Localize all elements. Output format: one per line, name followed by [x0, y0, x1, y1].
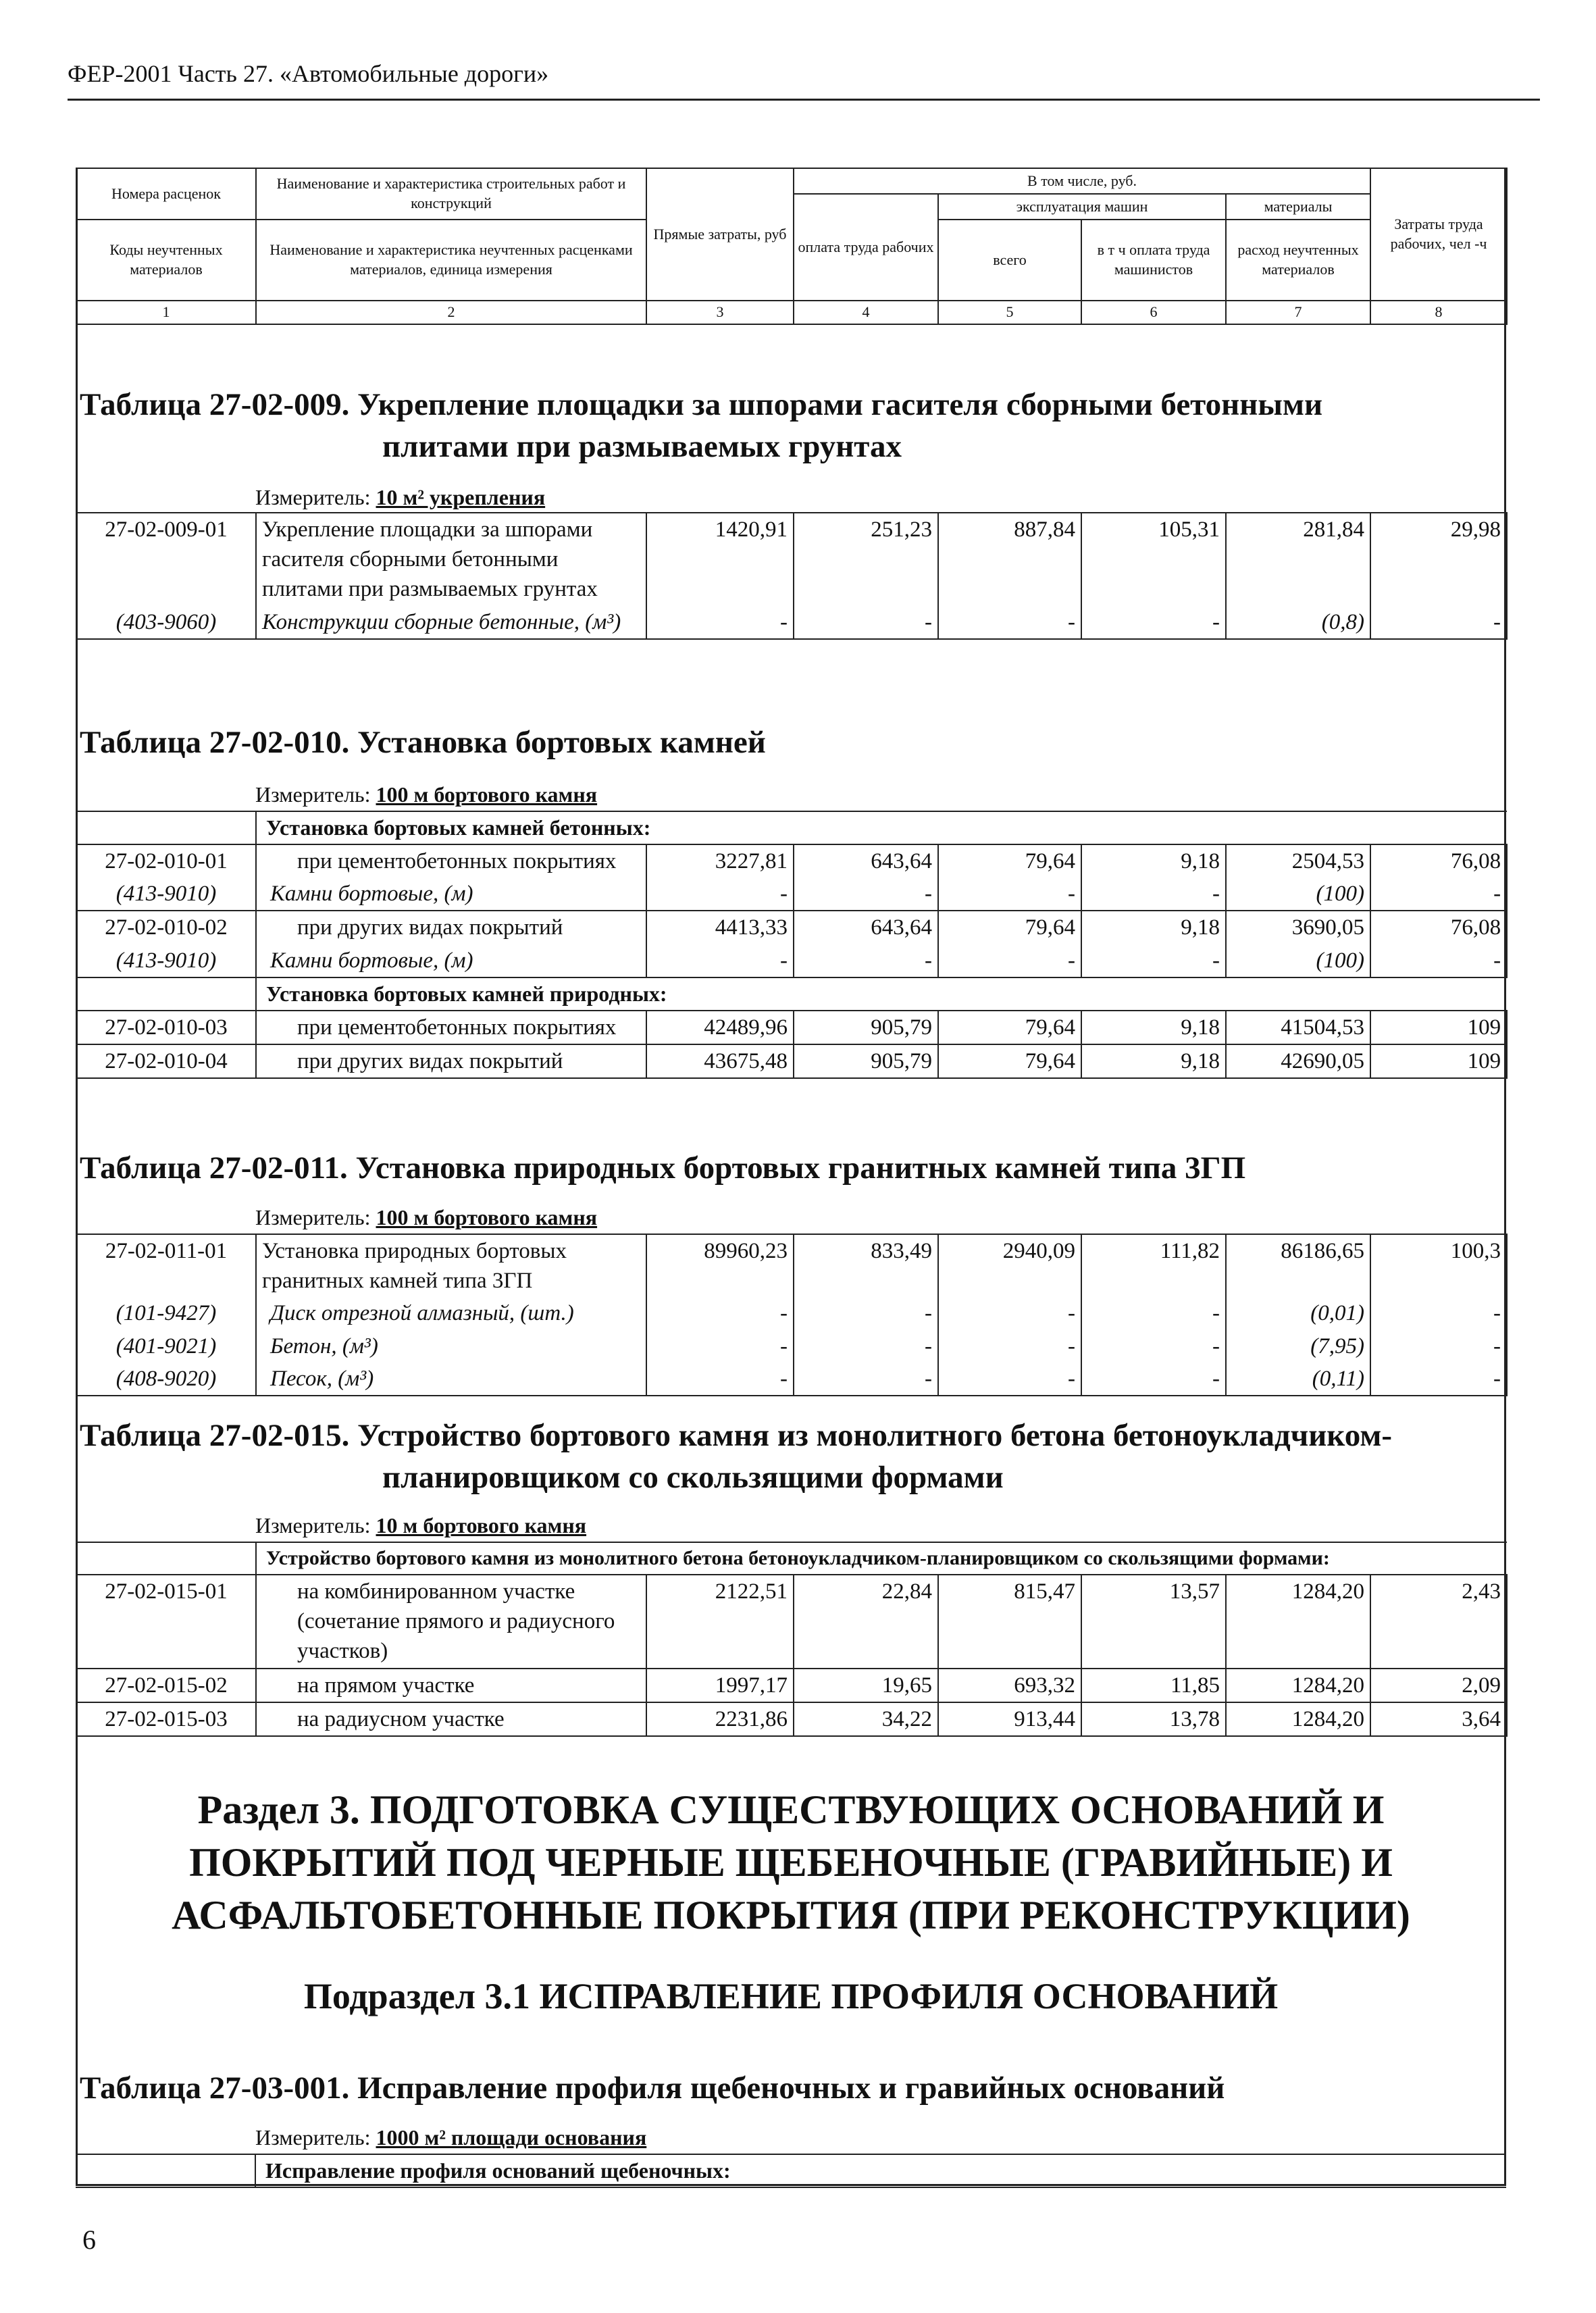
machinists-pay: - — [1081, 944, 1226, 977]
labor-hours: 3,64 — [1370, 1702, 1507, 1736]
labor-hours: - — [1370, 1297, 1507, 1329]
direct-cost: 2122,51 — [646, 1575, 794, 1669]
subheading: Исправление профиля оснований щебеночных: — [255, 2154, 1506, 2187]
direct-cost: 3227,81 — [646, 844, 794, 878]
direct-cost: - — [646, 944, 794, 977]
machines-total: - — [938, 1363, 1081, 1396]
table-row — [76, 1575, 1507, 1669]
rate-name: при других видах покрытий — [256, 1044, 646, 1078]
rate-name: Установка природных бортовых гранитных камней типа 3ГП — [256, 1234, 646, 1297]
measure-label: Измеритель: — [255, 782, 376, 807]
material-name: Конструкции сборные бетонные, (м³) — [256, 606, 646, 639]
col1-header-top: Номера расценок — [76, 168, 256, 220]
labor-pay: 643,64 — [794, 911, 938, 944]
subheading-row — [76, 2154, 1506, 2187]
table-row — [76, 1702, 1507, 1736]
material-name: Бетон, (м³) — [256, 1330, 646, 1363]
measure-value: 10 м бортового камня — [376, 1513, 587, 1537]
labor-hours: - — [1370, 878, 1507, 911]
machines-total: 815,47 — [938, 1575, 1081, 1669]
rate-code: 27-02-009-01 — [76, 513, 256, 606]
materials-cost: 3690,05 — [1226, 911, 1370, 944]
labor-pay: - — [794, 1330, 938, 1363]
rate-name: на комбинированном участке (сочетание прямого и радиусного участков) — [256, 1575, 646, 1669]
rate-code: 27-02-015-01 — [76, 1575, 256, 1669]
measure-value: 100 м бортового камня — [376, 1205, 598, 1229]
measure-label: Измеритель: — [255, 485, 376, 509]
rate-code: 27-02-015-03 — [76, 1702, 256, 1736]
table-title — [80, 1415, 1392, 1498]
materials-cost: 281,84 — [1226, 513, 1370, 606]
header-rule — [68, 99, 1540, 101]
machines-total: 79,64 — [938, 844, 1081, 878]
direct-cost: - — [646, 878, 794, 911]
running-header: ФЕР-2001 Часть 27. «Автомобильные дороги» — [68, 60, 549, 87]
machines-total: 913,44 — [938, 1702, 1081, 1736]
col6-header: в т ч оплата труда машинистов — [1081, 220, 1226, 301]
resource-row — [76, 1330, 1507, 1363]
materials-cost: 1284,20 — [1226, 1669, 1370, 1702]
machines-total: 693,32 — [938, 1669, 1081, 1702]
machinists-pay: 105,31 — [1081, 513, 1226, 606]
section-title-line: Раздел 3. ПОДГОТОВКА СУЩЕСТВУЮЩИХ ОСНОВАНИЙ И — [197, 1787, 1385, 1832]
labor-hours: 2,09 — [1370, 1669, 1507, 1702]
resource-row — [76, 1363, 1507, 1396]
direct-cost: 2231,86 — [646, 1702, 794, 1736]
section-title-line: ПОКРЫТИЙ ПОД ЧЕРНЫЕ ЩЕБЕНОЧНЫЕ (ГРАВИЙНЫЕ) И — [189, 1840, 1393, 1885]
labor-pay: 643,64 — [794, 844, 938, 878]
machinists-pay: 13,57 — [1081, 1575, 1226, 1669]
rate-name: при других видах покрытий — [256, 911, 646, 944]
labor-pay: 22,84 — [794, 1575, 938, 1669]
materials-header: материалы — [1226, 194, 1370, 220]
direct-cost: - — [646, 606, 794, 639]
section-title — [76, 1783, 1506, 1941]
machines-total: 79,64 — [938, 1044, 1081, 1078]
machinists-pay: 9,18 — [1081, 1044, 1226, 1078]
col-number: 1 — [76, 301, 256, 324]
page-number: 6 — [82, 2225, 96, 2255]
table-title-line: Таблица 27-02-009. Укрепление площадки за шпорами гасителя сборными бетонными — [80, 387, 1323, 422]
material-consumption: (100) — [1226, 878, 1370, 911]
table-row — [76, 911, 1507, 944]
col-number: 4 — [794, 301, 938, 324]
col7-header: расход неучтенных материалов — [1226, 220, 1370, 301]
table-27-02-010 — [76, 811, 1508, 1079]
measure-line — [255, 782, 597, 807]
col5-header: всего — [938, 220, 1081, 301]
labor-pay: 251,23 — [794, 513, 938, 606]
labor-hours: 109 — [1370, 1044, 1507, 1078]
material-name: Диск отрезной алмазный, (шт.) — [256, 1297, 646, 1329]
table-title — [80, 384, 1322, 467]
rate-name: на прямом участке — [256, 1669, 646, 1702]
table-27-02-009 — [76, 512, 1508, 640]
direct-cost: - — [646, 1297, 794, 1329]
material-code: (408-9020) — [76, 1363, 256, 1396]
labor-pay: - — [794, 878, 938, 911]
table-row — [76, 1234, 1507, 1297]
measure-line — [255, 1513, 586, 1538]
table-title-line: планировщиком со скользящими формами — [382, 1460, 1004, 1496]
subheading-row — [76, 977, 1507, 1011]
materials-cost: 1284,20 — [1226, 1575, 1370, 1669]
rate-code: 27-02-010-02 — [76, 911, 256, 944]
col-number: 6 — [1081, 301, 1226, 324]
materials-cost: 86186,65 — [1226, 1234, 1370, 1297]
table-title — [80, 2067, 1225, 2109]
material-consumption: (0,11) — [1226, 1363, 1370, 1396]
col2-header-bottom: Наименование и характеристика неучтенных расценками материалов, единица измерения — [256, 220, 646, 301]
rate-name: при цементобетонных покрытиях — [256, 844, 646, 878]
labor-hours: 100,3 — [1370, 1234, 1507, 1297]
machines-total: 2940,09 — [938, 1234, 1081, 1297]
labor-hours: - — [1370, 944, 1507, 977]
machinists-pay: - — [1081, 1297, 1226, 1329]
labor-pay: 833,49 — [794, 1234, 938, 1297]
rate-name: Укрепление площадки за шпорами гасителя сборными бетонными плитами при размываемых грунтах — [256, 513, 646, 606]
measure-line — [255, 1205, 597, 1230]
labor-hours: 109 — [1370, 1011, 1507, 1044]
machinists-pay: 111,82 — [1081, 1234, 1226, 1297]
subheading-row — [76, 811, 1507, 844]
table-title-line: Таблица 27-03-001. Исправление профиля щебеночных и гравийных оснований — [80, 2070, 1225, 2106]
material-consumption: (100) — [1226, 944, 1370, 977]
table-title — [80, 721, 766, 763]
rate-name: при цементобетонных покрытиях — [256, 1011, 646, 1044]
table-row — [76, 513, 1507, 606]
labor-pay: 19,65 — [794, 1669, 938, 1702]
labor-hours: 76,08 — [1370, 911, 1507, 944]
col-number: 7 — [1226, 301, 1370, 324]
measure-label: Измеритель: — [255, 2125, 376, 2150]
direct-cost: - — [646, 1330, 794, 1363]
table-row — [76, 1011, 1507, 1044]
column-header-table — [76, 168, 1508, 325]
measure-line — [255, 2125, 646, 2150]
rate-code: 27-02-010-03 — [76, 1011, 256, 1044]
labor-pay: - — [794, 944, 938, 977]
resource-row — [76, 1297, 1507, 1329]
material-name: Камни бортовые, (м) — [256, 944, 646, 977]
table-title — [80, 1147, 1245, 1189]
col3-header: Прямые затраты, руб — [646, 168, 794, 301]
col1-header-bottom: Коды неучтенных материалов — [76, 220, 256, 301]
machinists-pay: 9,18 — [1081, 1011, 1226, 1044]
material-name: Камни бортовые, (м) — [256, 878, 646, 911]
machinists-pay: - — [1081, 606, 1226, 639]
direct-cost: 89960,23 — [646, 1234, 794, 1297]
direct-cost: 43675,48 — [646, 1044, 794, 1078]
machinists-pay: 9,18 — [1081, 911, 1226, 944]
col2-header-top: Наименование и характеристика строительных работ и конструкций — [256, 168, 646, 220]
labor-pay: 34,22 — [794, 1702, 938, 1736]
col-number: 8 — [1370, 301, 1507, 324]
measure-value: 10 м² укрепления — [376, 485, 546, 509]
resource-row — [76, 944, 1507, 977]
machinists-pay: 13,78 — [1081, 1702, 1226, 1736]
table-row — [76, 844, 1507, 878]
labor-pay: - — [794, 606, 938, 639]
labor-hours: - — [1370, 606, 1507, 639]
table-title-line: Таблица 27-02-010. Установка бортовых камней — [80, 725, 766, 760]
machines-total: - — [938, 606, 1081, 639]
material-code: (403-9060) — [76, 606, 256, 639]
rate-code: 27-02-015-02 — [76, 1669, 256, 1702]
machinists-pay: - — [1081, 1363, 1226, 1396]
resource-row — [76, 606, 1507, 639]
col-number: 3 — [646, 301, 794, 324]
material-consumption: (0,8) — [1226, 606, 1370, 639]
labor-hours: - — [1370, 1330, 1507, 1363]
table-title-line: Таблица 27-02-015. Устройство бортового камня из монолитного бетона бетоноукладчиком- — [80, 1418, 1393, 1453]
subsection-title: Подраздел 3.1 ИСПРАВЛЕНИЕ ПРОФИЛЯ ОСНОВАНИЙ — [303, 1976, 1279, 2016]
including-header: В том числе, руб. — [794, 168, 1370, 194]
col4-header: оплата труда рабочих — [794, 194, 938, 301]
labor-hours: 76,08 — [1370, 844, 1507, 878]
material-name: Песок, (м³) — [256, 1363, 646, 1396]
machines-total: 79,64 — [938, 911, 1081, 944]
table-row — [76, 1669, 1507, 1702]
materials-cost: 42690,05 — [1226, 1044, 1370, 1078]
table-27-03-001 — [76, 2154, 1506, 2188]
labor-hours: 2,43 — [1370, 1575, 1507, 1669]
resource-row — [76, 878, 1507, 911]
table-row — [76, 1044, 1507, 1078]
table-title-line: Таблица 27-02-011. Установка природных бортовых гранитных камней типа 3ГП — [80, 1150, 1246, 1186]
materials-cost: 1284,20 — [1226, 1702, 1370, 1736]
machinists-pay: - — [1081, 1330, 1226, 1363]
direct-cost: 4413,33 — [646, 911, 794, 944]
rate-code: 27-02-010-01 — [76, 844, 256, 878]
material-consumption: (0,01) — [1226, 1297, 1370, 1329]
subheading: Установка бортовых камней природных: — [256, 977, 1507, 1011]
labor-pay: - — [794, 1297, 938, 1329]
machinists-pay: 11,85 — [1081, 1669, 1226, 1702]
machinists-pay: - — [1081, 878, 1226, 911]
subheading: Установка бортовых камней бетонных: — [256, 811, 1507, 844]
direct-cost: 1997,17 — [646, 1669, 794, 1702]
machines-total: 79,64 — [938, 1011, 1081, 1044]
machines-total: - — [938, 944, 1081, 977]
material-consumption: (7,95) — [1226, 1330, 1370, 1363]
subheading: Устройство бортового камня из монолитного бетона бетоноукладчиком-планировщиком со скользящими формами: — [256, 1542, 1507, 1575]
machinists-pay: 9,18 — [1081, 844, 1226, 878]
table-title-line: плитами при размываемых грунтах — [382, 429, 902, 465]
col-number: 5 — [938, 301, 1081, 324]
material-code: (401-9021) — [76, 1330, 256, 1363]
section-title-line: АСФАЛЬТОБЕТОННЫЕ ПОКРЫТИЯ (ПРИ РЕКОНСТРУКЦИИ) — [172, 1893, 1410, 1937]
material-code: (413-9010) — [76, 944, 256, 977]
labor-hours: - — [1370, 1363, 1507, 1396]
direct-cost: - — [646, 1363, 794, 1396]
measure-value: 1000 м² площади основания — [376, 2125, 647, 2150]
materials-cost: 41504,53 — [1226, 1011, 1370, 1044]
table-27-02-015 — [76, 1542, 1508, 1737]
machines-total: - — [938, 878, 1081, 911]
labor-pay: 905,79 — [794, 1011, 938, 1044]
machines-total: - — [938, 1330, 1081, 1363]
labor-pay: 905,79 — [794, 1044, 938, 1078]
measure-line — [255, 485, 545, 510]
machines-total: - — [938, 1297, 1081, 1329]
measure-value: 100 м бортового камня — [376, 782, 598, 807]
material-code: (413-9010) — [76, 878, 256, 911]
subheading-row — [76, 1542, 1507, 1575]
rate-code: 27-02-010-04 — [76, 1044, 256, 1078]
measure-label: Измеритель: — [255, 1205, 376, 1229]
col8-header: Затраты труда рабочих, чел -ч — [1370, 168, 1507, 301]
rate-name: на радиусном участке — [256, 1702, 646, 1736]
rate-code: 27-02-011-01 — [76, 1234, 256, 1297]
col-number: 2 — [256, 301, 646, 324]
labor-hours: 29,98 — [1370, 513, 1507, 606]
machines-header: эксплуатация машин — [938, 194, 1226, 220]
table-27-02-011 — [76, 1234, 1508, 1396]
labor-pay: - — [794, 1363, 938, 1396]
measure-label: Измеритель: — [255, 1513, 376, 1537]
material-code: (101-9427) — [76, 1297, 256, 1329]
direct-cost: 42489,96 — [646, 1011, 794, 1044]
materials-cost: 2504,53 — [1226, 844, 1370, 878]
direct-cost: 1420,91 — [646, 513, 794, 606]
machines-total: 887,84 — [938, 513, 1081, 606]
